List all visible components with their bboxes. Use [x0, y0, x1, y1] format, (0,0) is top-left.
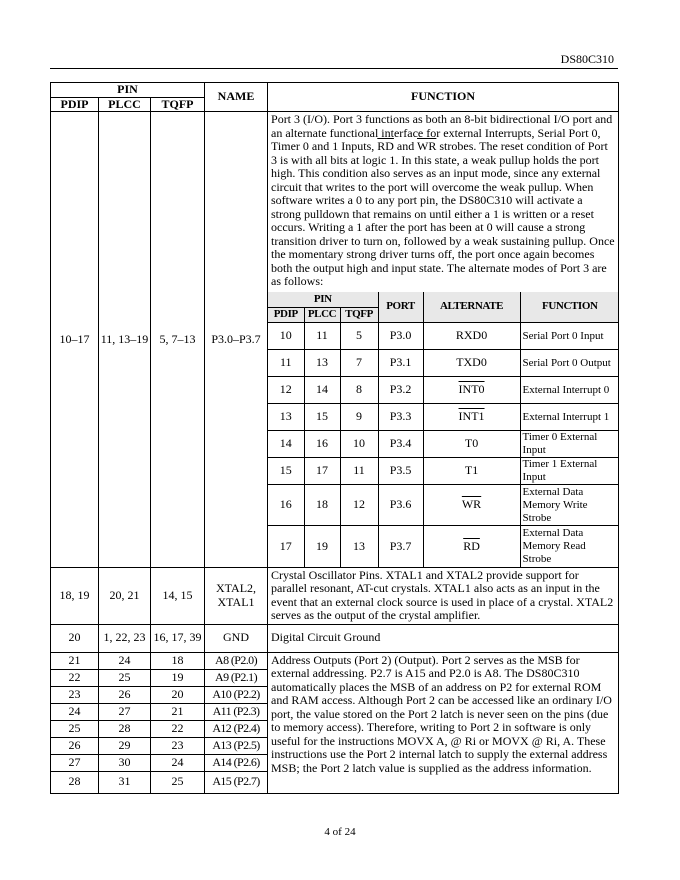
port3-plcc: 11, 13–19 — [99, 112, 151, 568]
port2-tqfp: 18 — [151, 652, 205, 669]
port2-plcc: 30 — [99, 754, 151, 771]
sub-port: P3.2 — [378, 377, 423, 404]
pin-description-table — [50, 82, 619, 794]
sub-function: External Data Memory Write Strobe — [520, 485, 619, 526]
sub-tqfp: 9 — [340, 404, 378, 431]
port2-pdip: 25 — [51, 720, 99, 737]
sub-alternate-header: ALTERNATE — [423, 292, 520, 323]
sub-port: P3.6 — [378, 485, 423, 526]
pdip-col-header: PDIP — [51, 97, 99, 112]
port2-tqfp: 22 — [151, 720, 205, 737]
sub-function: External Data Memory Read Strobe — [520, 526, 619, 567]
gnd-plcc: 1, 22, 23 — [99, 624, 151, 652]
port2-tqfp: 20 — [151, 686, 205, 703]
table-row — [268, 323, 619, 350]
sub-alternate: T1 — [423, 458, 520, 485]
sub-port: P3.4 — [378, 431, 423, 458]
sub-pdip: 16 — [268, 485, 304, 526]
document-header-title: DS80C310 — [560, 52, 614, 66]
table-row — [268, 404, 619, 431]
port2-plcc: 27 — [99, 703, 151, 720]
port3-desc-part-b: strobes. The reset condition of Port 3 is with all bits at logic 1. In this state, a weak pullup holds the port high. This condition also serves as an input mode, since any external circuit that writes to the port will overcome the weak pullup. When software writes a 0 to any port pin, the DS80C310 will activate a strong pulldown that remains on until either a 1 is written or a reset occurs. Writing a 1 after the port has been at 0 will cause a strong transition driver to turn on, followed by a weak sustaining pullup. Once the momentary strong driver turns off, the port once again becomes both the output high and input state. The alternate modes of Port 3 are as follows: — [271, 139, 615, 288]
xtal2-label: XTAL2, — [216, 581, 257, 595]
port3-tqfp: 5, 7–13 — [151, 112, 205, 568]
tqfp-col-header: TQFP — [151, 97, 205, 112]
sub-function-header: FUNCTION — [520, 292, 619, 323]
sub-plcc: 18 — [304, 485, 340, 526]
port2-name: A15 (P2.7) — [205, 771, 268, 793]
sub-tqfp: 5 — [340, 323, 378, 350]
port2-description: Address Outputs (Port 2) (Output). Port 2 serves as the MSB for external addressing. P2.7 is A15 and P2.0 is A8. The DS80C310 automatically places the MSB of an address on P2 for external ROM and RAM access. Although Port 2 can be accessed like an ordinary I/O port, the value stored on the Port 2 latch is never seen on the pins (due to memory access). Therefore, writing to Port 2 in software is only useful for the instructions MOVX A, @ Ri or MOVX @ Ri, A. These instructions use the Port 2 internal latch to supply the external address MSB; the Port 2 latch value is supplied as the address information. — [268, 652, 619, 793]
sub-tqfp: 13 — [340, 526, 378, 567]
port2-name: A11 (P2.3) — [205, 703, 268, 720]
sub-function: Serial Port 0 Output — [520, 350, 619, 377]
port2-pdip: 27 — [51, 754, 99, 771]
sub-port: P3.0 — [378, 323, 423, 350]
port2-pdip: 26 — [51, 737, 99, 754]
sub-alternate: $\overline{RD}$ — [423, 526, 520, 567]
gnd-name: GND — [205, 624, 268, 652]
table-row — [268, 526, 619, 567]
port2-name: A9 (P2.1) — [205, 669, 268, 686]
sub-alternate: RXD0 — [423, 323, 520, 350]
sub-plcc: 17 — [304, 458, 340, 485]
sub-port: P3.7 — [378, 526, 423, 567]
sub-alternate: TXD0 — [423, 350, 520, 377]
xtal-name — [205, 567, 268, 624]
port3-desc-part-a: Port 3 (I/O). Port 3 functions as both an 8-bit bidirectional I/O port and an alternate functional interface for external Interrupts, Serial Port 0, Timer 0 and 1 Inputs, — [271, 112, 613, 153]
port3-desc-and: and — [393, 139, 418, 153]
xtal-tqfp: 14, 15 — [151, 567, 205, 624]
table-row — [268, 377, 619, 404]
sub-alternate: T0 — [423, 431, 520, 458]
port2-plcc: 28 — [99, 720, 151, 737]
sub-alternate: INT0 — [423, 377, 520, 404]
function-col-header: FUNCTION — [268, 83, 619, 112]
sub-tqfp: 11 — [340, 458, 378, 485]
port2-plcc: 29 — [99, 737, 151, 754]
pin-group-header: PIN — [51, 83, 205, 98]
sub-plcc: 16 — [304, 431, 340, 458]
sub-pdip: 10 — [268, 323, 304, 350]
gnd-tqfp: 16, 17, 39 — [151, 624, 205, 652]
table-row — [268, 431, 619, 458]
port2-name: A14 (P2.6) — [205, 754, 268, 771]
sub-pdip: 12 — [268, 377, 304, 404]
sub-tqfp-header: TQFP — [340, 308, 378, 323]
sub-alternate: INT1 — [423, 404, 520, 431]
port2-name: A13 (P2.5) — [205, 737, 268, 754]
xtal-pdip: 18, 19 — [51, 567, 99, 624]
sub-function: Timer 0 External Input — [520, 431, 619, 458]
sub-function: External Interrupt 1 — [520, 404, 619, 431]
port2-plcc: 31 — [99, 771, 151, 793]
gnd-description: Digital Circuit Ground — [268, 624, 619, 652]
sub-function: External Interrupt 0 — [520, 377, 619, 404]
port2-plcc: 24 — [99, 652, 151, 669]
sub-port: P3.5 — [378, 458, 423, 485]
port2-tqfp: 25 — [151, 771, 205, 793]
sub-function: Timer 1 External Input — [520, 458, 619, 485]
sub-plcc: 15 — [304, 404, 340, 431]
sub-pin-group-header: PIN — [268, 292, 378, 308]
sub-plcc: 14 — [304, 377, 340, 404]
table-row — [268, 458, 619, 485]
port2-pdip: 28 — [51, 771, 99, 793]
sub-pdip: 13 — [268, 404, 304, 431]
header-rule — [50, 68, 618, 69]
port3-pdip: 10–17 — [51, 112, 99, 568]
page-number: 4 of 24 — [324, 826, 356, 838]
port2-name: A10 (P2.2) — [205, 686, 268, 703]
wr-signal: $\overline{WR}$ — [417, 139, 437, 153]
sub-port: P3.1 — [378, 350, 423, 377]
sub-tqfp: 12 — [340, 485, 378, 526]
table-row-xtal — [51, 567, 619, 624]
sub-function: Serial Port 0 Input — [520, 323, 619, 350]
rd-signal: $\overline{RD}$ — [377, 139, 394, 153]
port2-plcc: 25 — [99, 669, 151, 686]
table-row-gnd — [51, 624, 619, 652]
table-row — [268, 485, 619, 526]
sub-port: P3.3 — [378, 404, 423, 431]
xtal-plcc: 20, 21 — [99, 567, 151, 624]
sub-alternate: $\overline{WR}$ — [423, 485, 520, 526]
sub-pdip: 15 — [268, 458, 304, 485]
port2-pdip: 22 — [51, 669, 99, 686]
sub-pdip: 14 — [268, 431, 304, 458]
port2-pdip: 21 — [51, 652, 99, 669]
sub-tqfp: 10 — [340, 431, 378, 458]
sub-tqfp: 8 — [340, 377, 378, 404]
sub-pdip-header: PDIP — [268, 308, 304, 323]
xtal1-label: XTAL1 — [217, 594, 255, 609]
port3-description — [268, 112, 618, 290]
port2-name: A12 (P2.4) — [205, 720, 268, 737]
port2-plcc: 26 — [99, 686, 151, 703]
port2-tqfp: 19 — [151, 669, 205, 686]
sub-pdip: 11 — [268, 350, 304, 377]
port2-pdip: 24 — [51, 703, 99, 720]
sub-port-header: PORT — [378, 292, 423, 323]
table-row — [268, 350, 619, 377]
sub-pdip: 17 — [268, 526, 304, 567]
table-row — [51, 652, 619, 669]
sub-plcc: 13 — [304, 350, 340, 377]
plcc-col-header: PLCC — [99, 97, 151, 112]
name-col-header: NAME — [205, 83, 268, 112]
port3-alternate-modes-table — [268, 292, 619, 567]
sub-plcc: 19 — [304, 526, 340, 567]
port2-tqfp: 24 — [151, 754, 205, 771]
port2-pdip: 23 — [51, 686, 99, 703]
sub-plcc-header: PLCC — [304, 308, 340, 323]
sub-tqfp: 7 — [340, 350, 378, 377]
table-row-port3 — [51, 112, 619, 568]
port2-tqfp: 21 — [151, 703, 205, 720]
gnd-pdip: 20 — [51, 624, 99, 652]
port3-name: P3.0–P3.7 — [205, 112, 268, 568]
xtal-description: Crystal Oscillator Pins. XTAL1 and XTAL2 provide support for parallel resonant, AT-cut crystals. XTAL1 also acts as an input in the event that an external clock source is used in place of a crystal. XTAL2 serves as the output of the crystal amplifier. — [268, 567, 619, 624]
port2-tqfp: 23 — [151, 737, 205, 754]
sub-plcc: 11 — [304, 323, 340, 350]
port2-name: A8 (P2.0) — [205, 652, 268, 669]
port3-function-cell — [268, 112, 619, 568]
